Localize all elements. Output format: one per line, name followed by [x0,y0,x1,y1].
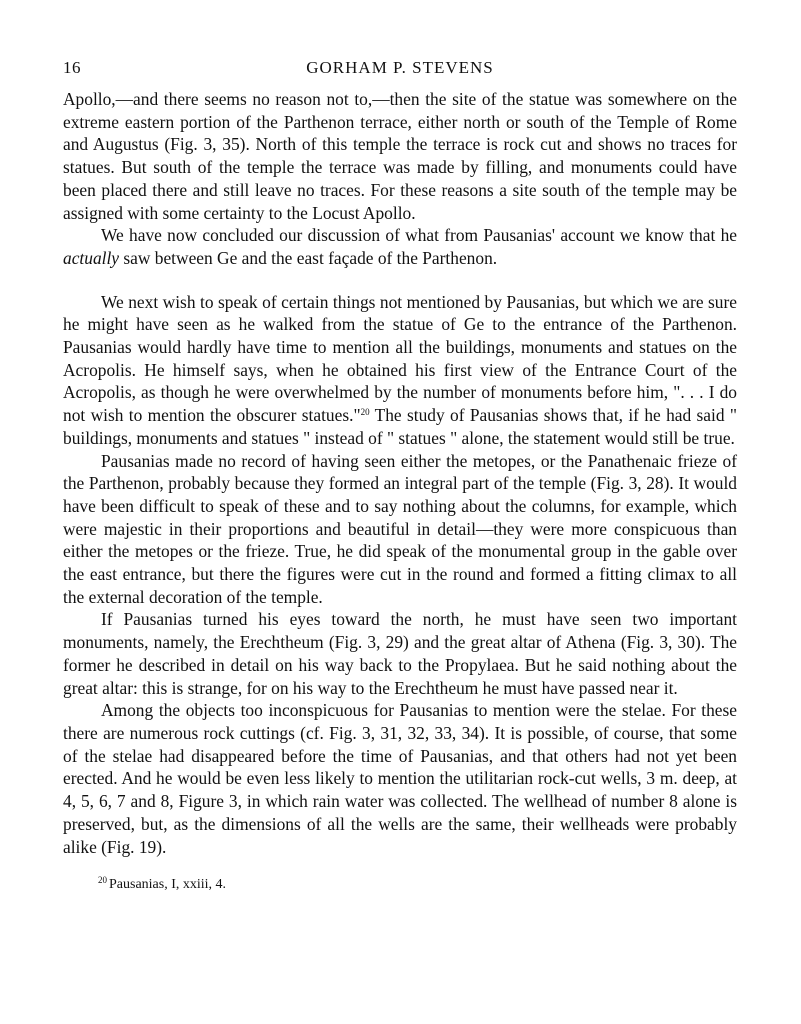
paragraph-erechtheum: If Pausanias turned his eyes toward the north, he must have seen two important monuments, namely, the Erechtheum (Fig. 3, 29) and the great altar of Athena (Fig. 3, 30). The former he described in detail on his way back to the Propylaea. But he said nothing about the great altar: this is strange, for on his way to the Erechtheum he must have passed near it. [63,609,737,698]
footnote-reference: 20 [360,407,370,418]
emphasis: actually [63,247,120,268]
page-header [63,58,737,88]
running-head: GORHAM P. STEVENS [306,58,494,77]
document-page [63,0,737,894]
footnote-mark: 20 [98,875,107,886]
paragraph-text: We have now concluded our discussion of what from Pausanias' account we know that he [101,225,737,246]
paragraph-unmentioned-things [63,291,737,450]
body-text [63,88,737,858]
footnote [63,876,737,894]
paragraph-stelae: Among the objects too inconspicuous for Pausanias to mention were the stelae. For these there are numerous rock cuttings (cf. Fig. 3, 31, 32, 33, 34). It is possible, of course, that some of the stelae had disappeared before the time of Pausanias, and that others had not yet been erected. And he would be even less likely to mention the utilitarian rock-cut wells, 3 m. deep, at 4, 5, 6, 7 and 8, Figure 3, in which rain water was collected. The wellhead of number 8 alone is preserved, but, as the dimensions of all the wells are the same, their wellheads were probably alike (Fig. 19). [63,700,737,857]
paragraph-continued: Apollo,—and there seems no reason not to,—then the site of the statue was somewhere on the extreme eastern portion of the Parthenon terrace, either north or south of the Temple of Rome and Augustus (Fig. 3, 35). North of this temple the terrace is rock cut and shows no traces for statues. But south of the temple the terrace was made by filling, and monuments could have been placed there and still leave no traces. For these reasons a site south of the temple may be assigned with some certainty to the Locust Apollo. [63,89,737,223]
footnote-text: Pausanias, I, xxiii, 4. [109,877,227,893]
page-number: 16 [63,58,81,77]
paragraph-text: We next wish to speak of certain things not mentioned by Pausanias, but which we are sure he might have seen as he walked from the statue of Ge to the entrance of the Parthenon. Pausanias would hardly have time to mention all the buildings, monuments and statues on the Acropolis. He himself says, when he obtained his first view of the Entrance Court of the Acropolis, as though he were overwhelmed by the number of monuments before him, ". . . I do not wish to mention the obscurer statues." [63,291,737,426]
paragraph-text: saw between Ge and the east façade of the Parthenon. [119,247,498,268]
paragraph-metopes: Pausanias made no record of having seen either the metopes, or the Panathenaic frieze of the Parthenon, probably because they formed an integral part of the temple (Fig. 3, 28). It would have been difficult to speak of these and to say nothing about the columns, for example, which were majestic in their proportions and beautiful in detail—they were more conspicuous than either the metopes or the frieze. True, he did speak of the monumental group in the gable over the east entrance, but there the figures were cut in the round and formed a fitting climax to all the external decoration of the temple. [63,450,737,607]
paragraph-conclusion [63,224,737,269]
paragraph-text: The study of Pausanias shows that, if he had said " buildings, monuments and statues " instead of " statues " alone, the statement would still be true. [63,405,737,448]
